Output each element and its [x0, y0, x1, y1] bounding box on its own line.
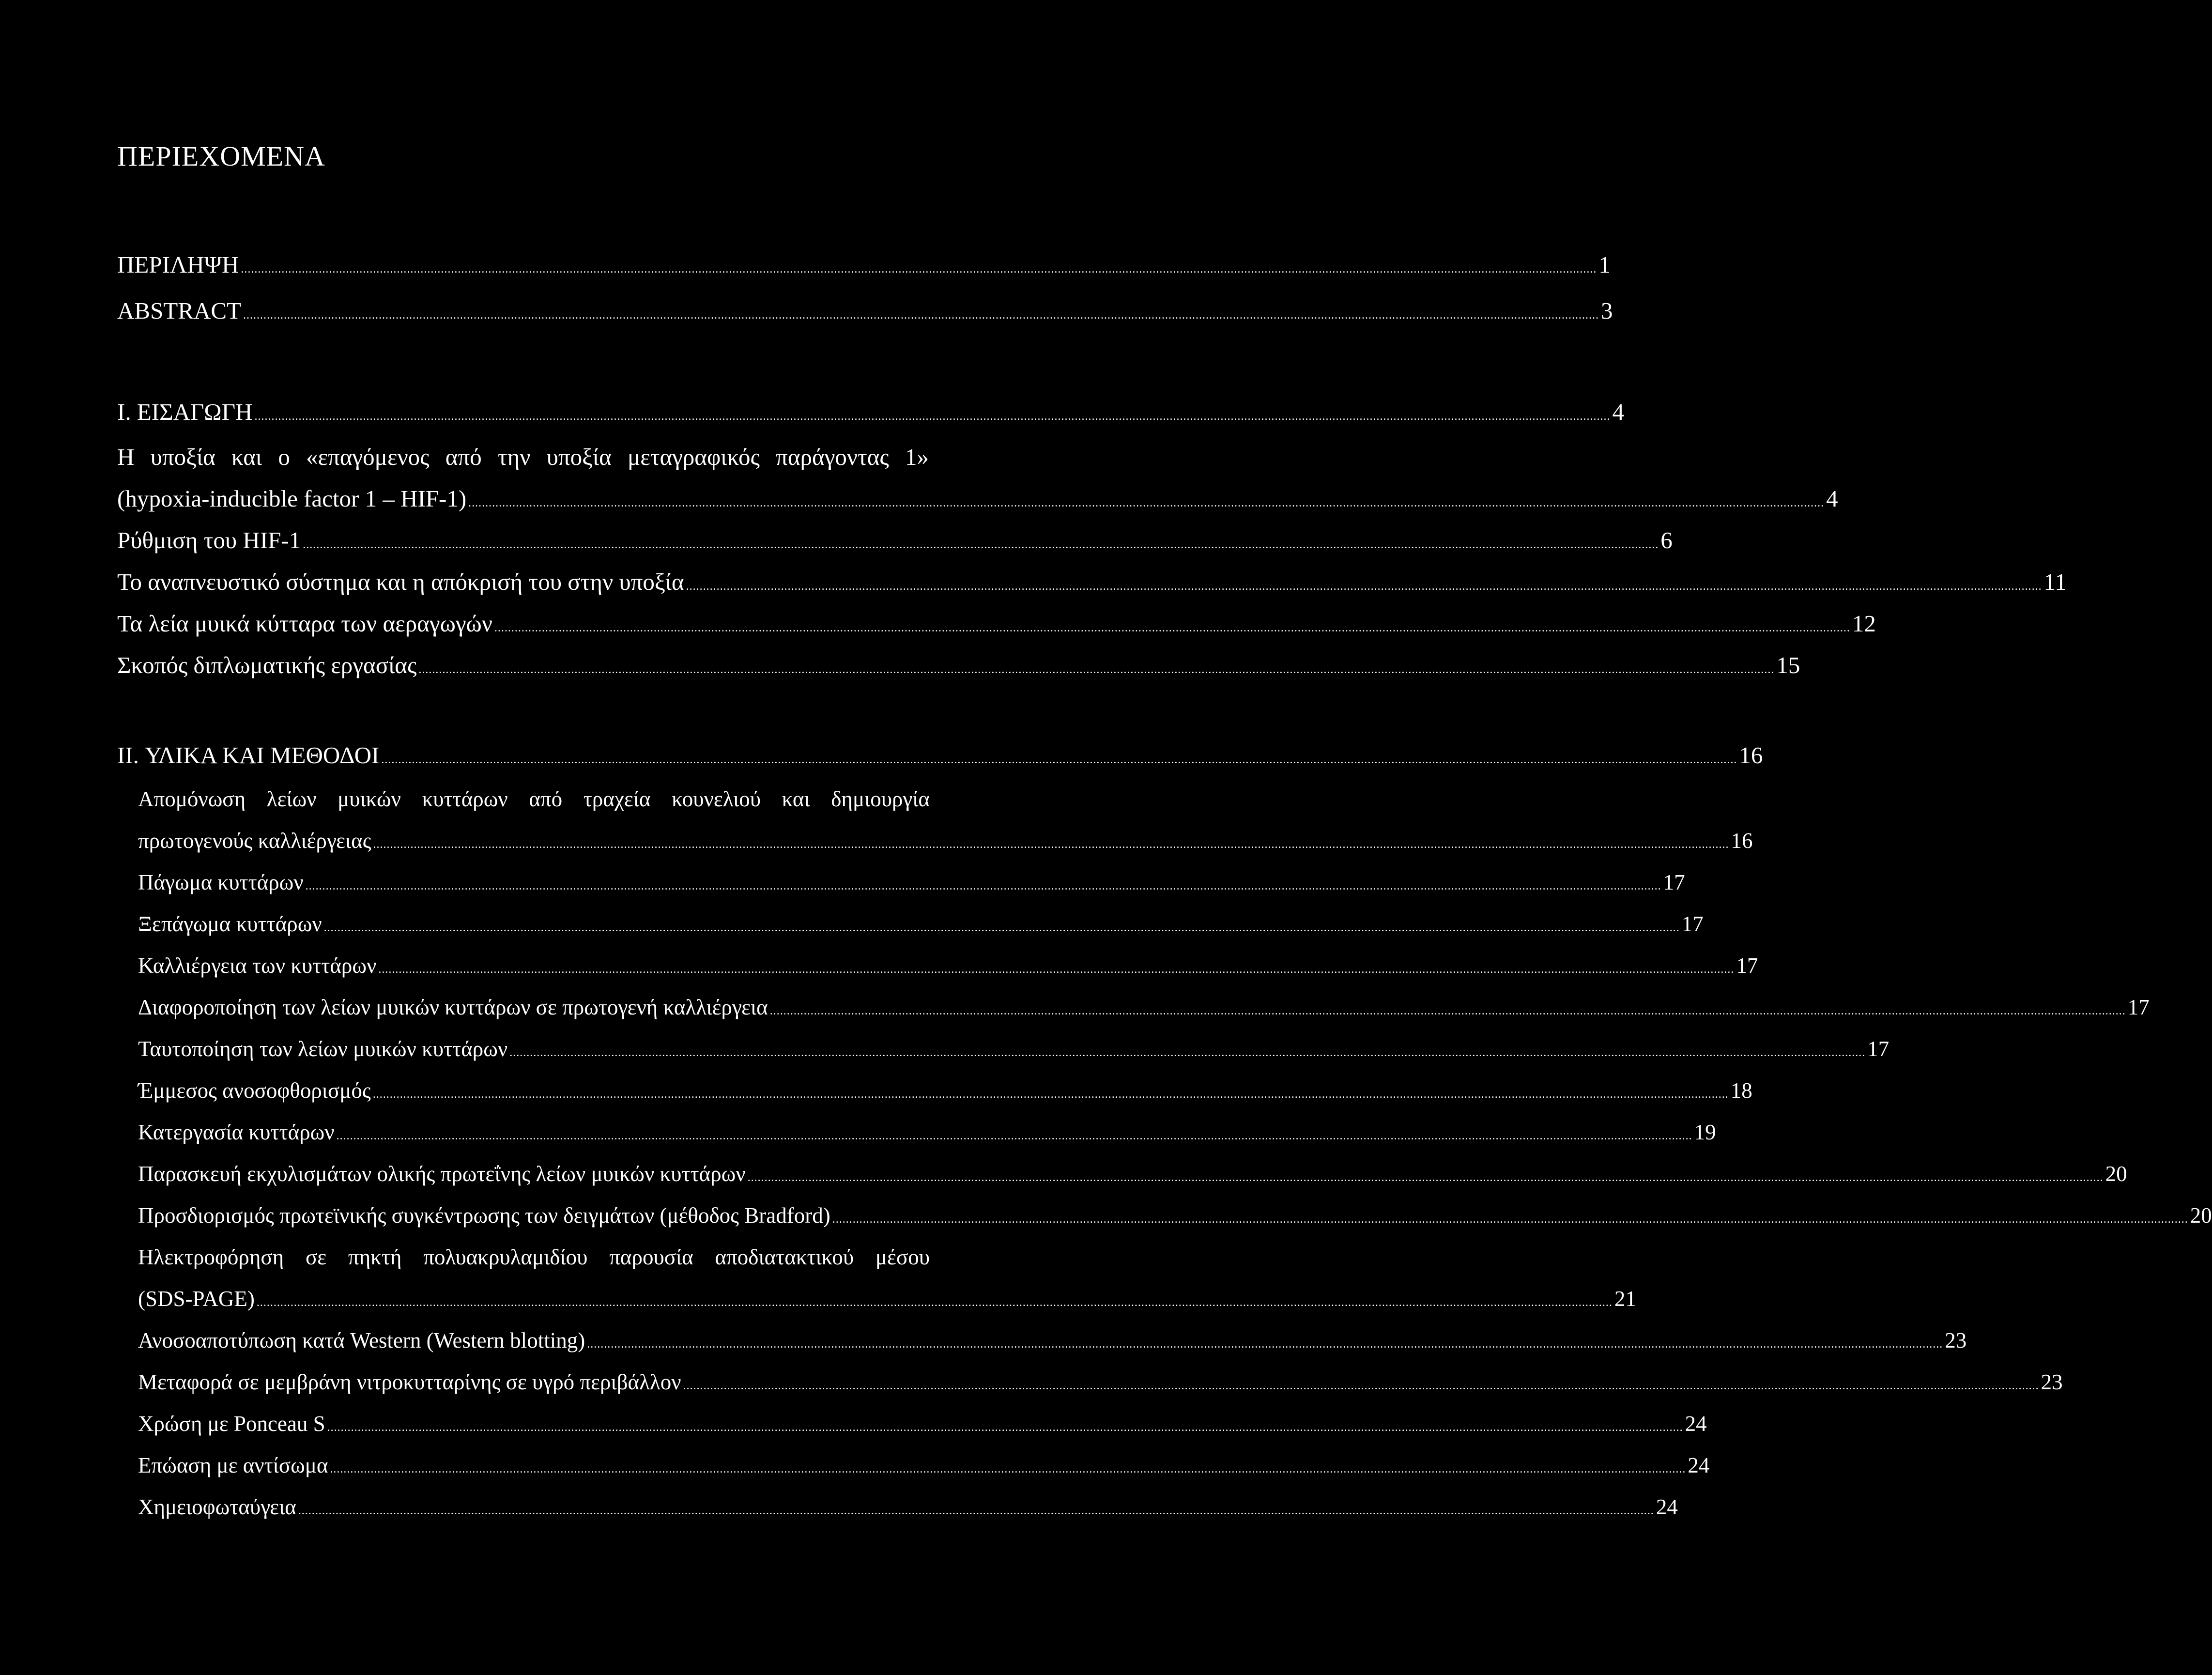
- toc-entry: [138, 1078, 1752, 1107]
- toc-entry: [138, 1161, 2127, 1190]
- toc-entry-label: Κατεργασία κυττάρων: [138, 1120, 335, 1144]
- toc-leader-dots: ................................................................................................................................................................................................................................................................................................................................................................................................................: [241, 263, 1597, 276]
- toc-leader-dots: ................................................................................................................................................................................................................................................................................................................................................................................................................: [494, 622, 1850, 634]
- toc-entry-label: Ηλεκτροφόρηση σε πηκτή πολυακρυλαμιδίου παρουσία αποδιατακτικού μέσου: [138, 1245, 930, 1269]
- toc-leader-dots: ................................................................................................................................................................................................................................................................................................................................................................................................................: [587, 1338, 1943, 1351]
- toc-leader-dots: ................................................................................................................................................................................................................................................................................................................................................................................................................: [832, 1213, 2188, 1226]
- toc-entry: [138, 1203, 2212, 1232]
- toc-leader-dots: ................................................................................................................................................................................................................................................................................................................................................................................................................: [336, 1130, 1692, 1142]
- toc-entry-label: Τα λεία μυικά κύτταρα των αεραγωγών: [117, 610, 492, 637]
- toc-entry-page: 11: [2043, 569, 2067, 595]
- toc-entry-page: 17: [1681, 912, 1704, 936]
- toc-heading: ΠΕΡΙΕΧΟΜΕΝΑ: [117, 140, 325, 172]
- toc-leader-dots: ................................................................................................................................................................................................................................................................................................................................................................................................................: [327, 1421, 1683, 1434]
- toc-entry-page: 19: [1694, 1120, 1716, 1144]
- toc-entry: [138, 1036, 1889, 1065]
- toc-leader-dots: ................................................................................................................................................................................................................................................................................................................................................................................................................: [468, 497, 1825, 509]
- toc-entry-page: 15: [1776, 652, 1800, 678]
- toc-entry-label: Ξεπάγωμα κυττάρων: [138, 912, 322, 936]
- toc-entry: [117, 398, 1624, 427]
- toc-entry-label: Σκοπός διπλωματικής εργασίας: [117, 652, 417, 678]
- toc-entry-label: II. ΥΛΙΚΑ ΚΑΙ ΜΕΘΟΔΟΙ: [117, 742, 380, 768]
- toc-entry-label: πρωτογενούς καλλιέργειας: [138, 829, 371, 853]
- toc-entry: [117, 443, 929, 472]
- toc-entry-page: 24: [1656, 1495, 1678, 1519]
- toc-entry-label: Ανοσοαποτύπωση κατά Western (Western blotting): [138, 1328, 585, 1352]
- toc-leader-dots: ................................................................................................................................................................................................................................................................................................................................................................................................................: [323, 922, 1680, 934]
- toc-leader-dots: ................................................................................................................................................................................................................................................................................................................................................................................................................: [418, 663, 1775, 676]
- toc-entry-page: 4: [1826, 485, 1838, 512]
- toc-entry-label: Το αναπνευστικό σύστημα και η απόκρισή του στην υποξία: [117, 569, 684, 595]
- toc-leader-dots: ................................................................................................................................................................................................................................................................................................................................................................................................................: [243, 309, 1599, 322]
- toc-entry-page: 24: [1688, 1453, 1710, 1477]
- toc-leader-dots: ................................................................................................................................................................................................................................................................................................................................................................................................................: [305, 880, 1661, 892]
- toc-entry-page: 17: [1867, 1037, 1889, 1061]
- toc-entry-label: Ρύθμιση του HIF-1: [117, 527, 301, 553]
- toc-entry: [138, 828, 1753, 857]
- toc-leader-dots: ................................................................................................................................................................................................................................................................................................................................................................................................................: [254, 410, 1611, 423]
- toc-entry-label: I. ΕΙΣΑΓΩΓΗ: [117, 399, 253, 425]
- toc-entry: [138, 1494, 1678, 1523]
- toc-entry-page: 6: [1660, 527, 1673, 553]
- toc-entry: [138, 1328, 1967, 1357]
- toc-entry-label: Παρασκευή εκχυλισμάτων ολικής πρωτεΐνης λείων μυικών κυττάρων: [138, 1162, 746, 1186]
- toc-entry-label: Η υποξία και ο «επαγόμενος από την υποξία μεταγραφικός παράγοντας 1»: [117, 444, 929, 470]
- toc-entry: [138, 1369, 2063, 1398]
- toc-entry-label: (SDS-PAGE): [138, 1287, 255, 1311]
- toc-entry: [138, 1411, 1707, 1440]
- toc-leader-dots: ................................................................................................................................................................................................................................................................................................................................................................................................................: [381, 753, 1737, 766]
- toc-leader-dots: ................................................................................................................................................................................................................................................................................................................................................................................................................: [686, 580, 2042, 593]
- toc-leader-dots: ................................................................................................................................................................................................................................................................................................................................................................................................................: [256, 1296, 1613, 1309]
- toc-entry: [117, 568, 2067, 597]
- toc-entry: [117, 610, 1876, 639]
- toc-entry-label: (hypoxia-inducible factor 1 – HIF-1): [117, 485, 467, 512]
- toc-entry: [138, 1245, 930, 1274]
- toc-leader-dots: ................................................................................................................................................................................................................................................................................................................................................................................................................: [298, 1505, 1654, 1517]
- toc-entry-label: Διαφοροποίηση των λείων μυικών κυττάρων σε πρωτογενή καλλιέργεια: [138, 995, 768, 1019]
- toc-entry: [117, 741, 1763, 770]
- toc-entry: [138, 1286, 1636, 1315]
- toc-entry: [138, 1120, 1716, 1149]
- toc-entry: [138, 1453, 1710, 1482]
- toc-leader-dots: ................................................................................................................................................................................................................................................................................................................................................................................................................: [303, 538, 1659, 551]
- toc-entry-page: 17: [1736, 953, 1758, 978]
- toc-entry-label: Μεταφορά σε μεμβράνη νιτροκυτταρίνης σε υγρό περιβάλλον: [138, 1370, 681, 1394]
- toc-entry-label: Χημειοφωταύγεια: [138, 1495, 296, 1519]
- toc-leader-dots: ................................................................................................................................................................................................................................................................................................................................................................................................................: [378, 963, 1735, 976]
- toc-leader-dots: ................................................................................................................................................................................................................................................................................................................................................................................................................: [373, 838, 1729, 851]
- toc-entry-page: 12: [1852, 610, 1876, 637]
- toc-entry: [117, 651, 1800, 680]
- toc-entry: [117, 485, 1838, 514]
- toc-entry: [138, 995, 2150, 1024]
- toc-entry-page: 23: [2041, 1370, 2063, 1394]
- toc-entry-page: 24: [1685, 1412, 1707, 1436]
- toc-entry-label: ABSTRACT: [117, 297, 241, 324]
- toc-entry-page: 20: [2190, 1203, 2212, 1228]
- toc-entry-label: Χρώση με Ponceau S: [138, 1412, 325, 1436]
- toc-entry-page: 20: [2105, 1162, 2127, 1186]
- toc-entry-page: 23: [1945, 1328, 1967, 1352]
- toc-entry-page: 16: [1739, 742, 1763, 768]
- toc-leader-dots: ................................................................................................................................................................................................................................................................................................................................................................................................................: [509, 1046, 1866, 1059]
- toc-leader-dots: ................................................................................................................................................................................................................................................................................................................................................................................................................: [372, 1088, 1729, 1101]
- toc-entry-label: Απομόνωση λείων μυικών κυττάρων από τραχεία κουνελιού και δημιουργία: [138, 787, 930, 811]
- toc-entry-page: 21: [1614, 1287, 1636, 1311]
- toc-entry-page: 18: [1730, 1078, 1752, 1103]
- toc-entry-label: Επώαση με αντίσωμα: [138, 1453, 328, 1477]
- toc-entry-label: Έμμεσος ανοσοφθορισμός: [138, 1078, 371, 1103]
- toc-entry: [117, 297, 1613, 326]
- toc-entry-page: 3: [1600, 297, 1613, 324]
- toc-entry-label: Προσδιορισμός πρωτεϊνικής συγκέντρωσης των δειγμάτων (μέθοδος Bradford): [138, 1203, 830, 1228]
- toc-leader-dots: ................................................................................................................................................................................................................................................................................................................................................................................................................: [330, 1463, 1686, 1475]
- toc-leader-dots: ................................................................................................................................................................................................................................................................................................................................................................................................................: [769, 1005, 2126, 1017]
- toc-entry-label: Ταυτοποίηση των λείων μυικών κυττάρων: [138, 1037, 508, 1061]
- toc-entry-label: Πάγωμα κυττάρων: [138, 870, 304, 894]
- toc-entry-page: 4: [1612, 399, 1624, 425]
- toc-entry-label: ΠΕΡΙΛΗΨΗ: [117, 251, 239, 278]
- toc-entry-label: Καλλιέργεια των κυττάρων: [138, 953, 377, 978]
- toc-entry: [117, 251, 1611, 280]
- toc-entry-page: 17: [1663, 870, 1685, 894]
- toc-entry: [138, 786, 930, 815]
- toc-leader-dots: ................................................................................................................................................................................................................................................................................................................................................................................................................: [683, 1380, 2039, 1392]
- toc-entry-page: 1: [1598, 251, 1611, 278]
- toc-entry: [138, 870, 1685, 899]
- toc-entry: [138, 953, 1758, 982]
- toc-leader-dots: ................................................................................................................................................................................................................................................................................................................................................................................................................: [747, 1171, 2104, 1184]
- toc-entry-page: 16: [1731, 829, 1753, 853]
- toc-entry: [138, 911, 1704, 940]
- toc-entry: [117, 526, 1673, 555]
- toc-entry-page: 17: [2127, 995, 2150, 1019]
